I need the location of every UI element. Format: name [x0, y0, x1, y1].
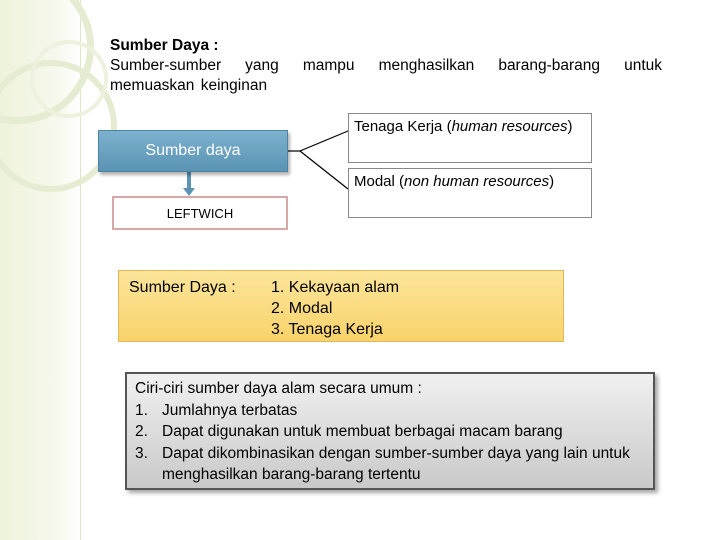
ciri-ciri-title: Ciri-ciri sumber daya alam secara umum : [135, 380, 422, 397]
ciri-ciri-box [125, 372, 655, 490]
list-number: 2. [135, 423, 148, 440]
leftwich-node [112, 196, 288, 230]
list-text: Dapat digunakan untuk membuat berbagai macam barang [162, 423, 563, 440]
modal-close: ) [549, 173, 555, 190]
sumber-daya-node-label: Sumber daya [145, 142, 241, 159]
sumber-daya-box-label: Sumber Daya : [129, 279, 236, 296]
modal-text: Modal ( [354, 173, 405, 190]
slide-heading: Sumber Daya : [110, 37, 219, 54]
tenaga-kerja-text: Tenaga Kerja ( [354, 118, 452, 135]
definition-text: Sumber-sumber yang mampu menghasilkan barang-barang untuk memuaskan keinginan [110, 57, 662, 94]
sumber-daya-node [98, 130, 288, 172]
branch-connector [300, 131, 348, 189]
list-item: 3. Tenaga Kerja [271, 321, 383, 338]
tenaga-kerja-close: ) [567, 118, 573, 135]
list-item: 1. Kekayaan alam [271, 279, 400, 296]
sumber-daya-box [118, 270, 564, 342]
leftwich-node-label: LEFTWICH [166, 205, 234, 221]
sumber-daya-list [271, 277, 399, 340]
modal-node [348, 168, 592, 218]
list-number: 1. [135, 401, 148, 419]
down-arrow-icon [183, 188, 195, 196]
list-item [135, 443, 645, 486]
ciri-ciri-list [135, 400, 645, 486]
list-text: Dapat dikombinasikan dengan sumber-sumber daya yang lain untuk menghasilkan barang-barang tertentu [162, 444, 630, 483]
list-item [135, 400, 645, 422]
tenaga-kerja-node [348, 113, 592, 163]
list-text: Jumlahnya terbatas [162, 401, 298, 419]
list-number: 3. [135, 444, 148, 462]
modal-italic: non human resources [404, 173, 550, 190]
list-item [135, 421, 645, 443]
list-item: 2. Modal [271, 300, 333, 317]
tenaga-kerja-italic: human resources [451, 118, 568, 135]
